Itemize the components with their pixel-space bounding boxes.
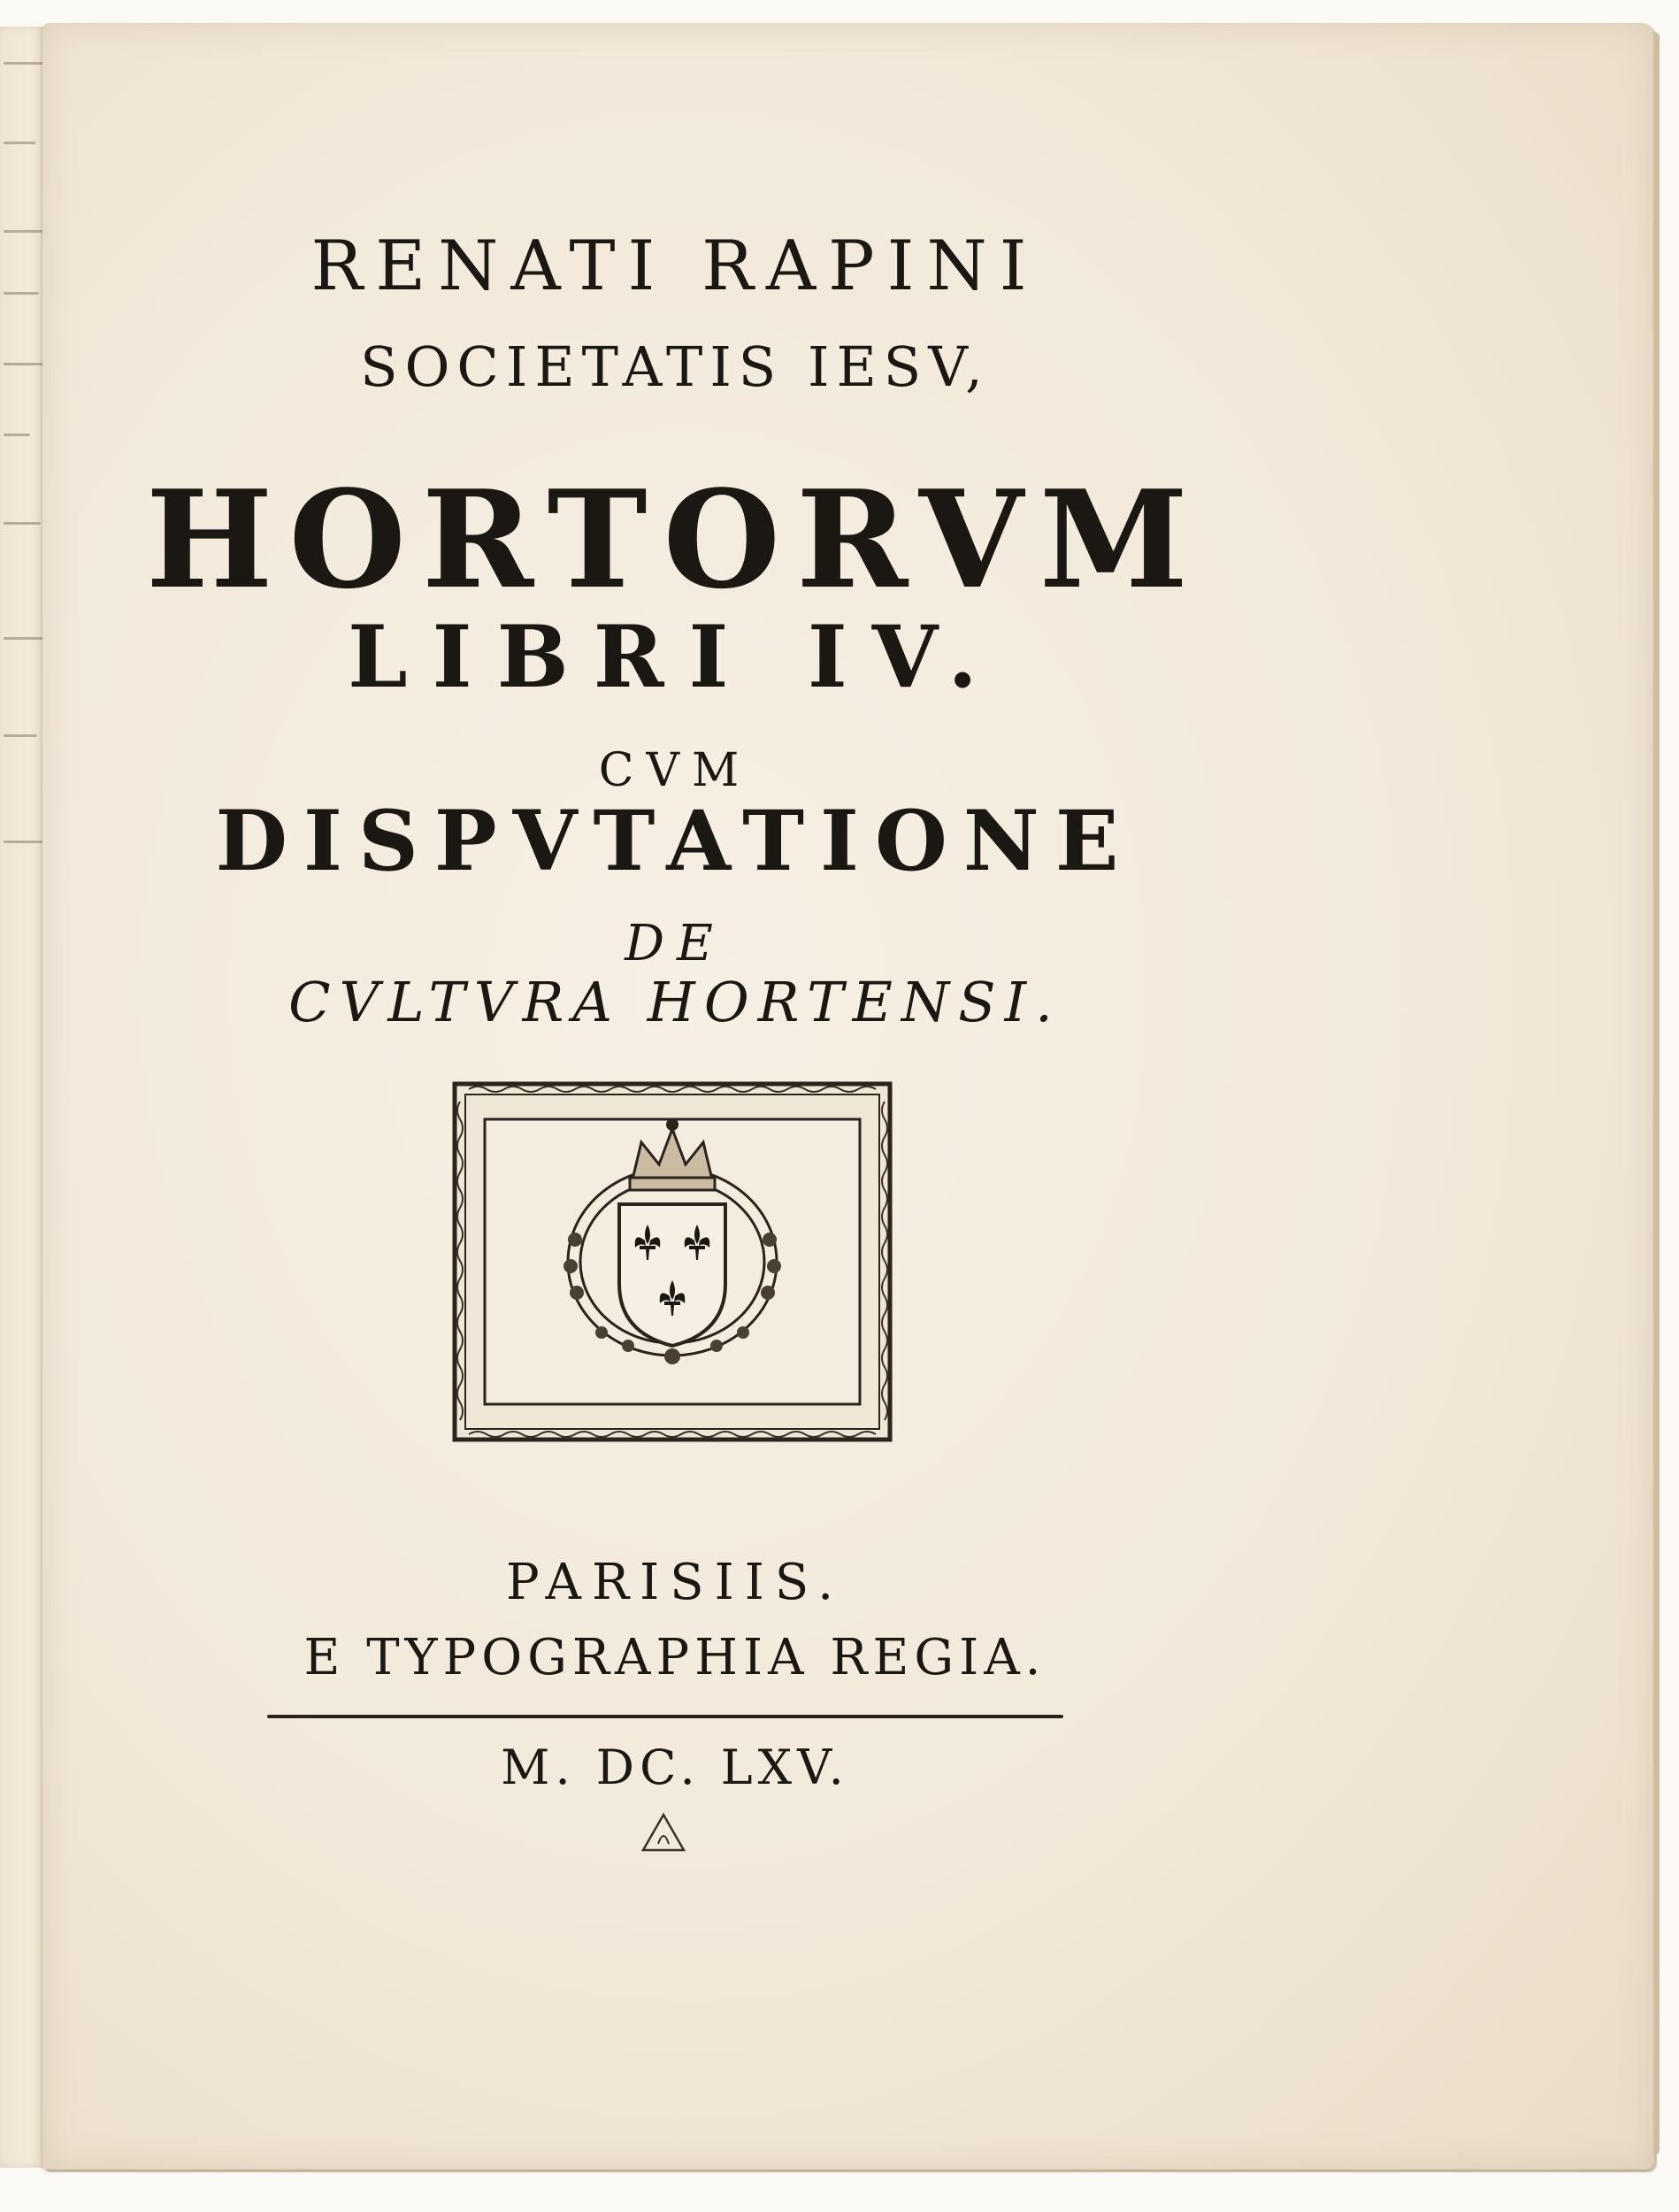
author-line: RENATI RAPINI — [310, 227, 1039, 306]
imprint-place: PARISIIS. — [505, 1554, 845, 1611]
marginal-note — [4, 292, 39, 295]
society-line: SOCIETATIS IESV, — [360, 334, 990, 399]
library-stamp-icon — [640, 1812, 686, 1853]
disputation-line: DISPVTATIONE — [215, 793, 1135, 890]
marginal-note — [4, 434, 30, 436]
marginal-note — [4, 522, 41, 525]
of-line: DE — [625, 915, 725, 972]
page-fore-edge — [1652, 32, 1660, 2155]
title-page — [42, 23, 1654, 2170]
marginal-note — [4, 363, 46, 365]
marginal-note — [4, 637, 46, 640]
book-title: HORTORVM — [145, 460, 1205, 618]
marginal-note — [4, 62, 46, 65]
imprint-printer: E TYPOGRAPHIA REGIA. — [303, 1629, 1046, 1686]
with-line: CVM — [598, 744, 752, 797]
marginal-note — [4, 734, 37, 737]
marginal-note — [4, 142, 35, 144]
subject-line: CVLTVRA HORTENSI. — [288, 970, 1062, 1034]
imprint-rule — [267, 1715, 1063, 1718]
marginal-note — [4, 230, 46, 233]
royal-printers-device — [451, 1080, 893, 1443]
marginal-note — [4, 841, 46, 843]
books-count-line: LIBRI IV. — [348, 607, 1002, 707]
fleur-de-lis-arms-engraving — [451, 1080, 893, 1443]
imprint-year: M. DC. LXV. — [501, 1740, 849, 1795]
